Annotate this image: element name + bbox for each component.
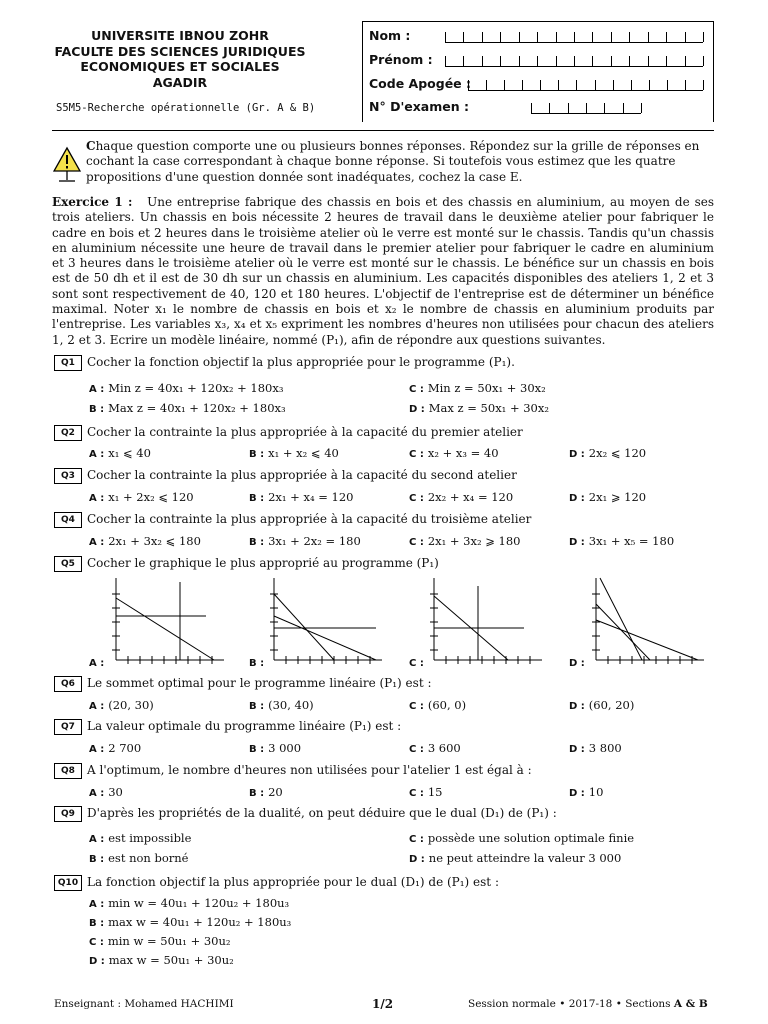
field-tick <box>613 80 614 90</box>
field-tick <box>522 80 523 90</box>
question-tag-q3: Q3 <box>54 468 82 484</box>
nom-label: Nom : <box>369 28 411 43</box>
course-title: S5M5-Recherche opérationnelle (Gr. A & B) <box>56 102 316 114</box>
question-text-q10: La fonction objectif la plus appropriée pour le dual (D₁) de (P₁) est : <box>87 875 499 889</box>
instructions-notice <box>86 139 716 185</box>
q4-option-a[interactable]: A : 2x₁ + 3x₂ ⩽ 180 <box>89 534 201 548</box>
q4-option-c[interactable]: C : 2x₁ + 3x₂ ⩾ 180 <box>409 534 521 548</box>
field-tick <box>666 32 667 42</box>
q2-option-d[interactable]: D : 2x₂ ⩽ 120 <box>569 446 647 460</box>
q8-option-c[interactable]: C : 15 <box>409 785 443 799</box>
field-tick <box>531 103 532 113</box>
graph-c <box>428 576 546 666</box>
q2-option-b[interactable]: B : x₁ + x₂ ⩽ 40 <box>249 446 339 460</box>
q7-option-d[interactable]: D : 3 800 <box>569 741 622 755</box>
field-tick <box>574 56 575 66</box>
field-tick <box>463 56 464 66</box>
q10-option-b[interactable]: B : max w = 40u₁ + 120u₂ + 180u₃ <box>89 915 292 929</box>
field-tick <box>703 56 704 66</box>
field-tick <box>556 56 557 66</box>
field-tick <box>648 56 649 66</box>
field-tick <box>604 103 605 113</box>
field-tick <box>666 56 667 66</box>
question-text-q9: D'après les propriétés de la dualité, on peut déduire que le dual (D₁) de (P₁) : <box>87 806 557 820</box>
question-tag-q9: Q9 <box>54 806 82 822</box>
field-tick <box>519 56 520 66</box>
q5-option-a[interactable]: A : <box>89 658 105 669</box>
field-tick <box>648 32 649 42</box>
q7-option-c[interactable]: C : 3 600 <box>409 741 461 755</box>
field-tick <box>500 56 501 66</box>
page-number: 1/2 <box>372 997 394 1011</box>
exercise-title: Exercice 1 : <box>52 195 133 209</box>
q8-option-d[interactable]: D : 10 <box>569 785 604 799</box>
q3-option-a[interactable]: A : x₁ + 2x₂ ⩽ 120 <box>89 490 194 504</box>
graph-b <box>268 576 386 666</box>
exam-number-label: N° D'examen : <box>369 99 469 114</box>
field-tick <box>540 80 541 90</box>
faculty-line-1: FACULTE DES SCIENCES JURIDIQUES <box>54 43 306 59</box>
field-tick <box>482 56 483 66</box>
notice-initial: C <box>86 139 96 153</box>
field-tick <box>463 32 464 42</box>
faculty-line-2: ECONOMIQUES ET SOCIALES <box>80 59 280 74</box>
code-apogee-label: Code Apogée : <box>369 76 472 91</box>
question-text-q4: Cocher la contrainte la plus appropriée à la capacité du troisième atelier <box>87 512 532 526</box>
q4-option-d[interactable]: D : 3x₁ + x₅ = 180 <box>569 534 675 548</box>
field-tick <box>685 56 686 66</box>
question-text-q5: Cocher le graphique le plus approprié au programme (P₁) <box>87 556 439 570</box>
exercise-text: Une entreprise fabrique des chassis en bois et des chassis en aluminium, au moyen de ses trois ateliers. Un chassis en bois nécessite 2 heures de travail dans le deuxième atelier pour fabriquer le cadre en bois et 2 heures dans le troisième atelier où le verre est monté sur le chassis. Tandis qu'un chassis en aluminium nécessite une heure de travail dans le premier atelier pour fabriquer le cadre en aluminium et 3 heures dans le troisième atelier où le verre est monté sur le chassis. Le bénéfice sur un chassis en bois est de 50 dh et il est de 30 dh sur un chassis en aluminium. Les capacités disponibles des ateliers 1, 2 et 3 sont sont respectivement de 40, 120 et 180 heures. L'objectif de l'entreprise est de déterminer un bénéfice maximal. Noter x₁ le nombre de chassis en bois et x₂ le nombre de chassis en aluminium produits par l'entreprise. Les variables x₃, x₄ et x₅ expriment les nombres d'heures non utilisées pour chacun des ateliers 1, 2 et 3. Ecrire un modèle linéaire, nommé (P₁), afin de répondre aux questions suivantes. <box>52 195 714 347</box>
field-tick <box>486 80 487 90</box>
q1-option-c[interactable]: C : Min z = 50x₁ + 30x₂ <box>409 381 546 395</box>
question-text-q8: A l'optimum, le nombre d'heures non utilisées pour l'atelier 1 est égal à : <box>87 763 532 777</box>
q8-option-a[interactable]: A : 30 <box>89 785 123 799</box>
prenom-field[interactable] <box>445 56 703 67</box>
q9-option-d[interactable]: D : ne peut atteindre la valeur 3 000 <box>409 851 622 865</box>
field-tick <box>556 32 557 42</box>
question-text-q3: Cocher la contrainte la plus appropriée à la capacité du second atelier <box>87 468 517 482</box>
field-tick <box>558 80 559 90</box>
exam-number-field[interactable] <box>531 103 641 114</box>
field-tick <box>685 32 686 42</box>
field-tick <box>703 80 704 90</box>
q7-option-b[interactable]: B : 3 000 <box>249 741 302 755</box>
q9-option-b[interactable]: B : est non borné <box>89 851 189 865</box>
q2-option-a[interactable]: A : x₁ ⩽ 40 <box>89 446 151 460</box>
field-tick <box>623 103 624 113</box>
field-tick <box>586 103 587 113</box>
field-tick <box>519 32 520 42</box>
q8-option-b[interactable]: B : 20 <box>249 785 283 799</box>
question-tag-q8: Q8 <box>54 763 82 779</box>
field-tick <box>568 103 569 113</box>
q1-option-a[interactable]: A : Min z = 40x₁ + 120x₂ + 180x₃ <box>89 381 284 395</box>
question-text-q2: Cocher la contrainte la plus appropriée à la capacité du premier atelier <box>87 425 523 439</box>
q1-option-d[interactable]: D : Max z = 50x₁ + 30x₂ <box>409 401 549 415</box>
warning-icon <box>53 146 81 184</box>
prenom-label: Prénom : <box>369 52 433 67</box>
q2-option-c[interactable]: C : x₂ + x₃ = 40 <box>409 446 499 460</box>
university-line: UNIVERSITE IBNOU ZOHR <box>91 28 269 43</box>
q4-option-b[interactable]: B : 3x₁ + 2x₂ = 180 <box>249 534 361 548</box>
field-tick <box>629 32 630 42</box>
question-tag-q7: Q7 <box>54 719 82 735</box>
q6-option-a[interactable]: A : (20, 30) <box>89 698 154 712</box>
exercise-statement <box>52 195 714 348</box>
q6-option-d[interactable]: D : (60, 20) <box>569 698 635 712</box>
field-tick <box>574 32 575 42</box>
field-tick <box>592 32 593 42</box>
graph-d <box>590 576 708 666</box>
field-tick <box>549 103 550 113</box>
field-tick <box>611 56 612 66</box>
q6-option-c[interactable]: C : (60, 0) <box>409 698 467 712</box>
q9-option-a[interactable]: A : est impossible <box>89 831 192 845</box>
field-tick <box>500 32 501 42</box>
question-text-q6: Le sommet optimal pour le programme linéaire (P₁) est : <box>87 676 432 690</box>
city-line: AGADIR <box>152 74 208 90</box>
field-tick <box>576 80 577 90</box>
field-tick <box>537 32 538 42</box>
nom-field[interactable] <box>445 32 703 43</box>
field-tick <box>649 80 650 90</box>
field-tick <box>631 80 632 90</box>
header-divider <box>52 130 714 131</box>
q3-option-b[interactable]: B : 2x₁ + x₄ = 120 <box>249 490 354 504</box>
field-tick <box>482 32 483 42</box>
sections-label: A & B <box>673 998 708 1010</box>
question-tag-q5: Q5 <box>54 556 82 572</box>
code-apogee-field[interactable] <box>468 80 703 91</box>
field-tick <box>611 32 612 42</box>
question-tag-q4: Q4 <box>54 512 82 528</box>
q3-option-d[interactable]: D : 2x₁ ⩾ 120 <box>569 490 647 504</box>
field-tick <box>595 80 596 90</box>
field-tick <box>592 56 593 66</box>
field-tick <box>468 80 469 90</box>
q10-option-d[interactable]: D : max w = 50u₁ + 30u₂ <box>89 953 234 967</box>
question-text-q1: Cocher la fonction objectif la plus appropriée pour le programme (P₁). <box>87 355 515 369</box>
question-tag-q6: Q6 <box>54 676 82 692</box>
field-tick <box>703 32 704 42</box>
question-tag-q2: Q2 <box>54 425 82 441</box>
question-tag-q10: Q10 <box>54 875 82 891</box>
q3-option-c[interactable]: C : 2x₂ + x₄ = 120 <box>409 490 514 504</box>
question-tag-q1: Q1 <box>54 355 82 371</box>
footer-session <box>468 998 708 1010</box>
field-tick <box>445 56 446 66</box>
q5-option-d[interactable]: D : <box>569 658 585 669</box>
q6-option-b[interactable]: B : (30, 40) <box>249 698 314 712</box>
university-header <box>40 28 320 90</box>
q10-option-c[interactable]: C : min w = 50u₁ + 30u₂ <box>89 934 231 948</box>
student-id-box <box>362 21 714 122</box>
field-tick <box>445 32 446 42</box>
q5-option-c[interactable]: C : <box>409 658 424 669</box>
session-info: Session normale • 2017-18 • Sections <box>468 998 674 1010</box>
footer-teacher: Enseignant : Mohamed HACHIMI <box>54 998 234 1010</box>
q1-option-b[interactable]: B : Max z = 40x₁ + 120x₂ + 180x₃ <box>89 401 286 415</box>
question-text-q7: La valeur optimale du programme linéaire (P₁) est : <box>87 719 402 733</box>
field-tick <box>641 103 642 113</box>
q10-option-a[interactable]: A : min w = 40u₁ + 120u₂ + 180u₃ <box>89 896 290 910</box>
field-tick <box>629 56 630 66</box>
q9-option-c[interactable]: C : possède une solution optimale finie <box>409 831 635 845</box>
field-tick <box>685 80 686 90</box>
field-tick <box>537 56 538 66</box>
graph-a <box>110 576 228 666</box>
q7-option-a[interactable]: A : 2 700 <box>89 741 142 755</box>
q5-option-b[interactable]: B : <box>249 658 265 669</box>
field-tick <box>504 80 505 90</box>
field-tick <box>667 80 668 90</box>
notice-text: haque question comporte une ou plusieurs bonnes réponses. Répondez sur la grille de réponses en cochant la case correspondant à chaque bonne réponse. Si toutefois vous estimez que les quatre propositions d'une question donnée sont inadéquates, cochez la case E. <box>86 139 700 184</box>
